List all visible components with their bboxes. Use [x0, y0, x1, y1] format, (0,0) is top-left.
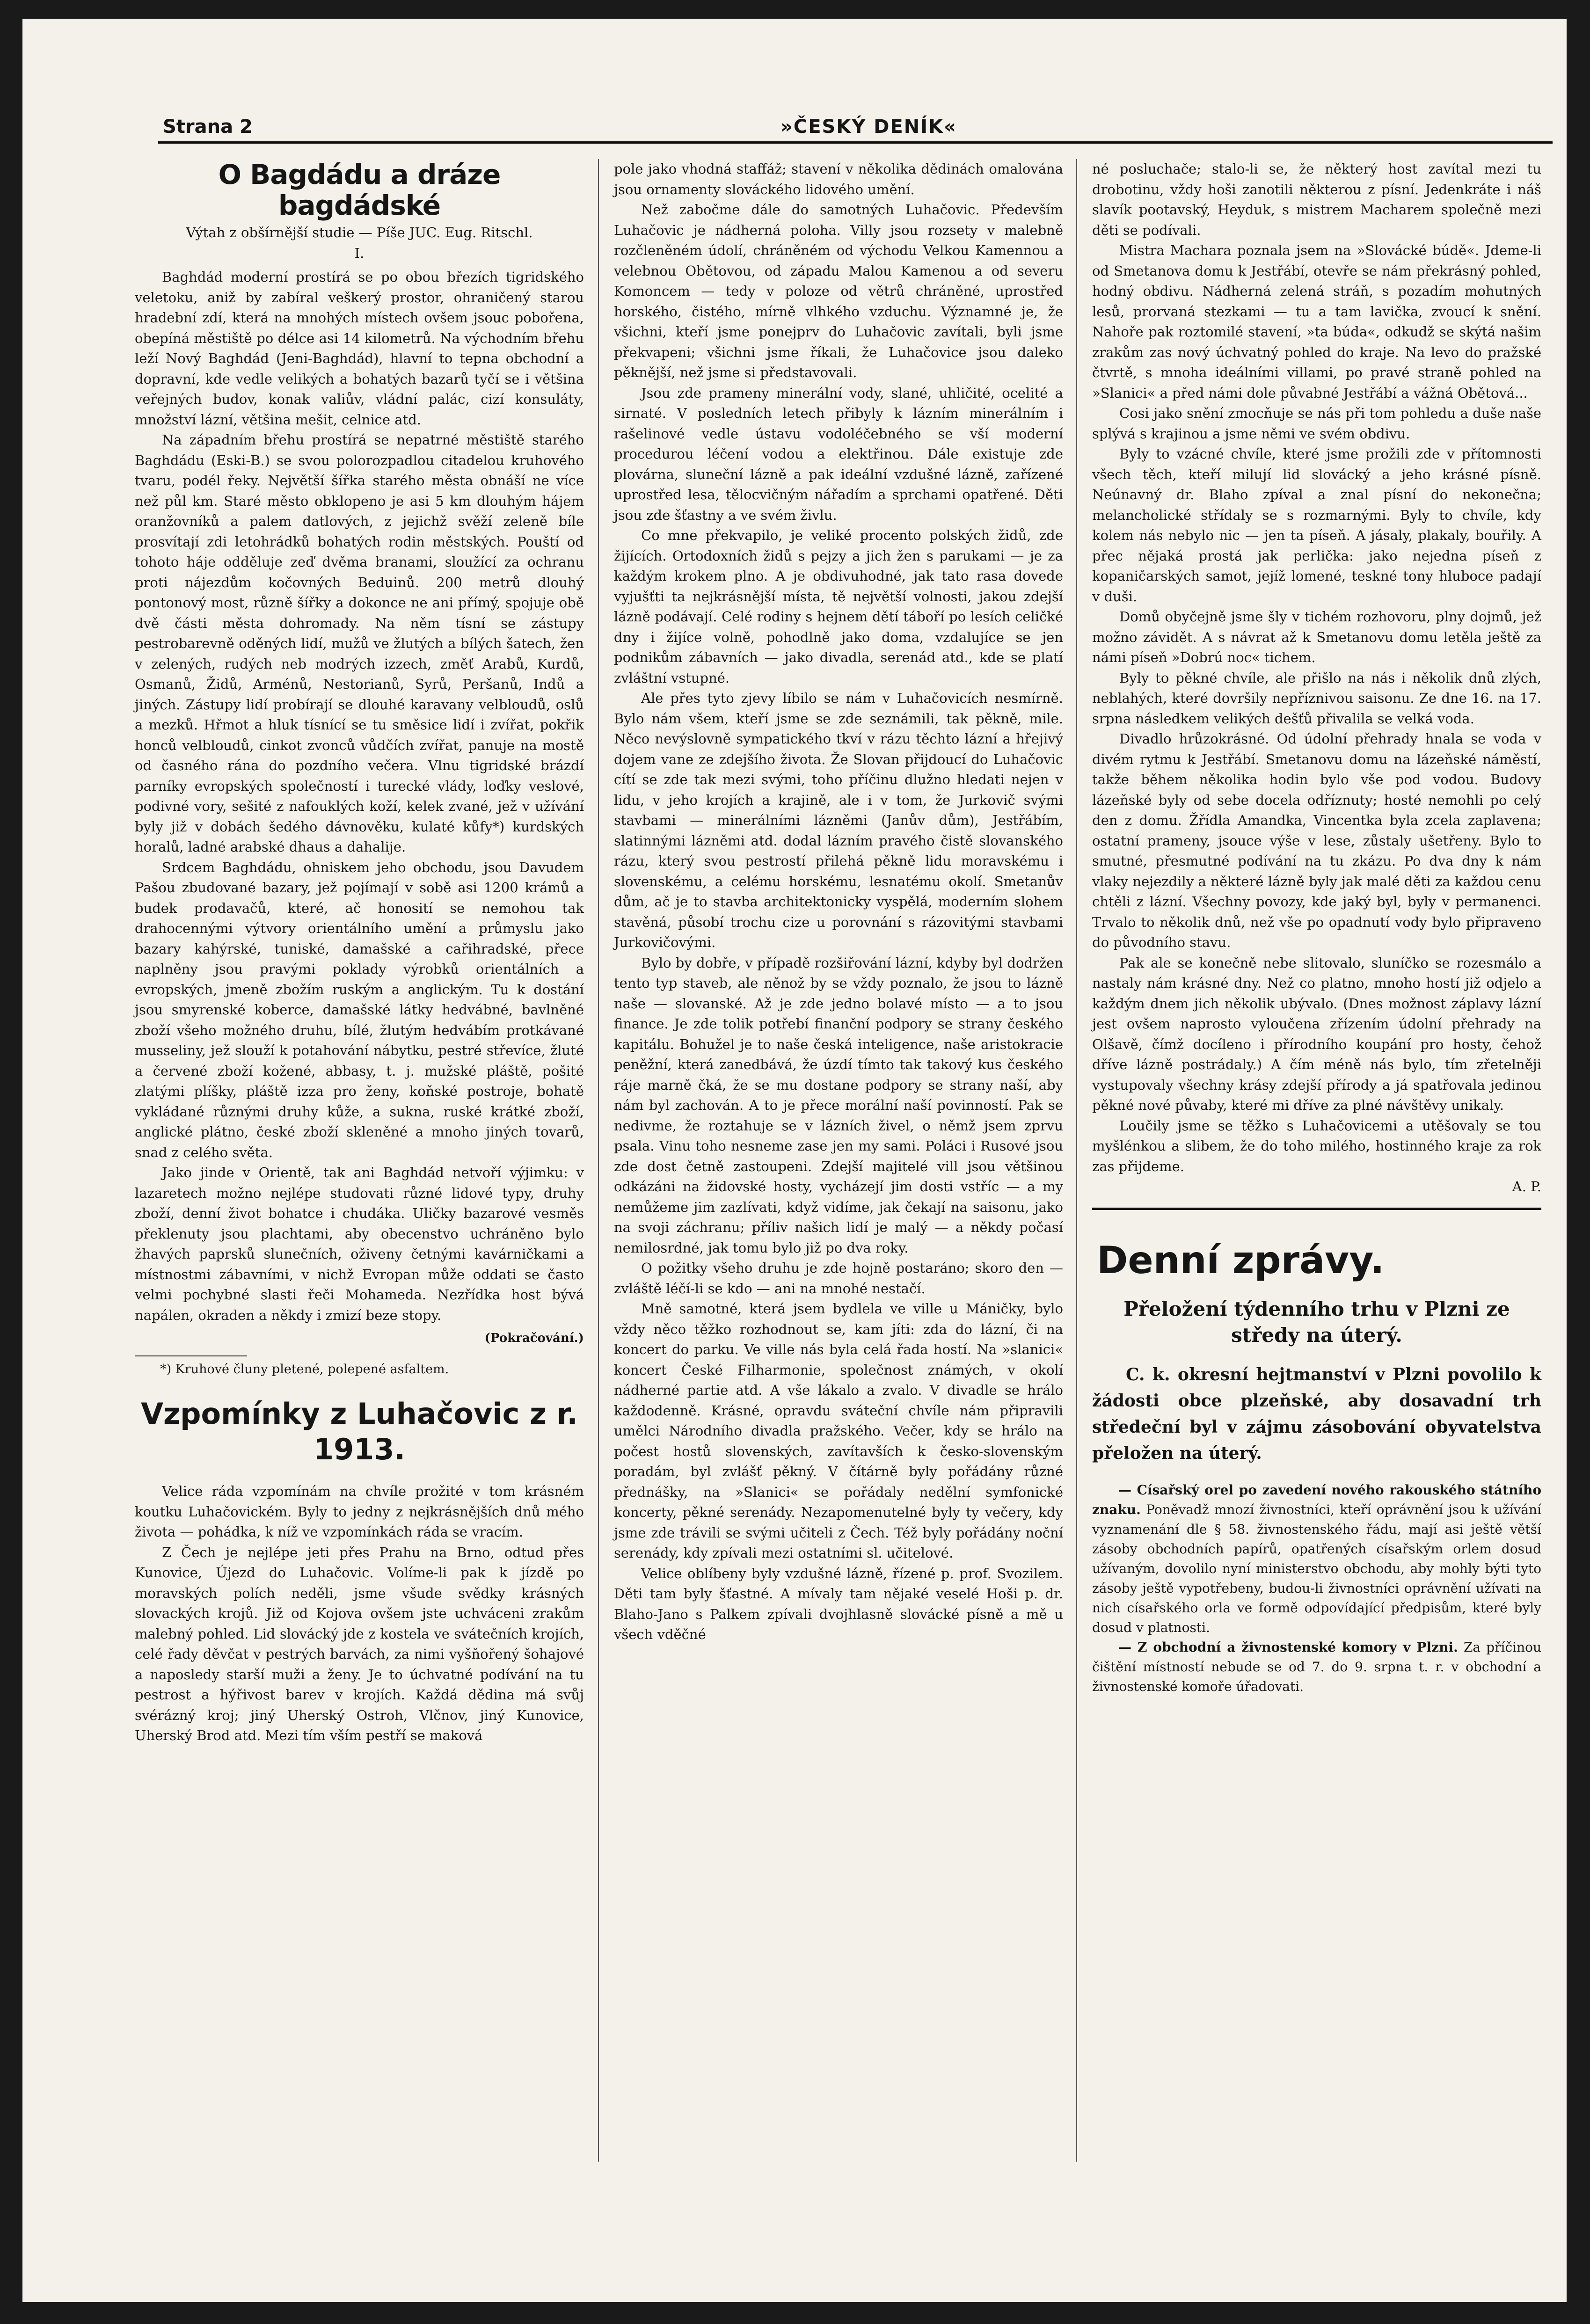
article-paragraph: né posluchače; stalo-li se, že některý host zavítal mezi tu drobotinu, vždy hoši zanotili některou z písní. Jedenkráte i náš slavík pootavský, Heyduk, s mistrem Macharem společně mezi děti se podívali. [1092, 161, 1541, 238]
article-paragraph: Divadlo hrůzokrásné. Od údolní přehrady hnala se voda v divém rytmu k Jestřábí. Smetanovu domu na lázeňské náměstí, takže během několika hodin bylo vše pod vodou. Budovy lázeňské byly od sebe docela odříznuty; hosté nemohli po celý den z domu. Žřídla Amandka, Vincentka byla zcela zaplavena; ostatní prameny, jsouce výše v lese, zůstaly ušetřeny. Bylo to smutné, přesmutné podívání na tu zkázu. Po dva dny k nám vlaky nejezdily a některé lázně byly jak malé děti za každou cenu chtěli z lázní. Všechny povozy, kde jaký byl, byly v permanenci. Trvalo to několik dnů, než vše po opadnutí vody bylo připraveno do původního stavu. [1092, 731, 1541, 950]
article-paragraph: Na západním břehu prostírá se nepatrné městiště starého Baghdádu (Eski-B.) se svou polorozpadlou citadelou kruhového tvaru, podél řeky. Největší šířka starého města obnáší ne více než půl km. Staré město obklopeno je asi 5 km dlouhým hájem oranžovníků a palem datlových, z jejichž svěží zeleně bíle prosvítají zdi letohrádků bohatých rodin městských. Pouští od tohoto háje odděluje zeď dvěma branami, sloužící za ochranu proti nájezdům kočovných Beduinů. 200 metrů dlouhý pontonový most, různě šířky a dokonce ne ani přímý, spojuje obě dvě části města dohromady. Na něm tísní se zástupy pestrobarevně oděných lidí, mužů ve žlutých a bílých šatech, žen v zelených, rudých neb modrých izzech, změť Arabů, Kurdů, Osmanů, Židů, Arménů, Nestorianů, Syrů, Peršanů, Indů a jiných. Zástupy lidí probírají se dlouhé karavany velbloudů, oslů a mezků. Hřmot a hluk tísnící se tu směsice lidí i zvířat, pokřik honců velbloudů, cinkot zvonců vůdčích zvířat, panuje na mostě od časného rána do pozdního večera. Vlnu tigridské brázdí parníky evropských společností i turecké vlády, loďky veslové, podivné vory, sešité z nafouklých koží, kelek zvané, jež v užívání byly již v dobách šedého dávnověku, kulaté kůfy*) kurdských horalů, ladné arabské dhaus a dahalije. [135, 432, 584, 855]
article-title: Vzpomínky z Luhačovic z r. 1913. [141, 1397, 578, 1466]
article-paragraph: Co mne překvapilo, je veliké procento polských židů, zde žijících. Ortodoxních židů s pejzy a jich žen s parukami — je za každým krokem plno. A je obdivuhodné, jak tato rasa dovede vyjušťti ta nejkrásnější místa, tě největší volnosti, jakou zdejší lázně podávají. Celé rodiny s hejnem dětí táboří po lesích celičké dny i žijíce volně, pohodlně jako doma, vzdalujíce se jen podnikům zábavních — jako divadla, serenád atd., kde se platí zvláštní vstupné. [614, 527, 1063, 686]
column-3 [1092, 159, 1541, 1697]
news-item-text: Poněvadž mnozí živnostníci, kteří oprávnění jsou k užívání vyznamenání dle § 58. živnostenského řádu, mají asi ještě větší zásoby obchodních papírů, opatřených císařským orlem dosud užívaným, dovolilo nyní ministerstvo obchodu, aby mohly býti tyto zásoby ještě vypotřebeny, budou-li živnostníci oprávnění užívati na nich císařského orla ve formě odpovídající předpisům, které byly dosud v platnosti. [1092, 1501, 1541, 1635]
article-paragraph: Loučily jsme se těžko s Luhačovicemi a utěšovaly se tou myšlénkou a slibem, že do toho milého, hostinného kraje za rok zas přijdeme. [1092, 1117, 1541, 1174]
article-paragraph: Cosi jako snění zmocňuje se nás při tom pohledu a duše naše splývá s krajinou a jsme němi ve svém obdivu. [1092, 405, 1541, 442]
article-paragraph: Mně samotné, která jsem bydlela ve ville u Máničky, bylo vždy něco těžko rozhodnout se, kam jíti: zda do lázní, či na koncert do parku. Ve ville nás byla celá řada hostí. Na »slanici« koncert České Filharmonie, společnost známých, v okolí nádherné partie atd. A vše lákalo a zvalo. V divadle se hrálo každodenně. Krásné, opravdu sváteční chvíle nám připravili umělci Národního divadla pražského. Večer, kdy se hrálo na počest hostů slovenských, zavítavších k česko-slovenským poradám, byl zvlášť pěkný. V čítárně byly pořádány různé přednášky, na »Slanici« se pořádaly nedělní symfonické koncerty, pěkné serenády. Nezapomenutelné byly ty večery, kdy jsme zde trávili se svými učiteli z Čech. Též byly pořádány noční serenády, kdy zpívali mezi ostatními sl. učitelové. [614, 1301, 1063, 1561]
article-paragraph: O požitky všeho druhu je zde hojně postaráno; skoro den — zvláště léčí-li se kdo — ani na mnohé nestačí. [614, 1260, 1063, 1297]
column-separator [598, 159, 599, 2162]
header-rule [158, 141, 1553, 144]
article-paragraph: Velice ráda vzpomínám na chvíle prožité v tom krásném koutku Luhačovickém. Byly to jedny z nejkrásnějších dnů mého života — pohádka, k níž ve vzpomínkách ráda se vracím. [135, 1483, 584, 1540]
article-title: O Bagdádu a dráze bagdádské [218, 159, 501, 221]
article-paragraph: Jsou zde prameny minerální vody, slané, uhličité, ocelité a sirnaté. V posledních letech přibyly k lázním minerálním i rašelinové vedle ústavu vodoléčebného se vší moderní procedurou léčení vodou a elektřinou. Dále existuje zde plovárna, sluneční lázně a pak ideální vzdušné lázně, zařízené uprostřed lesa, tělocvičným nářadím a sprchami opatřené. Děti jsou zde šťastny a ve svém živlu. [614, 385, 1063, 523]
news-item [1092, 1480, 1541, 1638]
article-paragraph: Byly to pěkné chvíle, ale přišlo na nás i několik dnů zlých, neblahých, které dovršily nepříznivou saisonu. Ze dne 16. na 17. srpna následkem velikých dešťů přivalila se velká voda. [1092, 670, 1541, 727]
article-paragraph: Ale přes tyto zjevy líbilo se nám v Luhačovicích nesmírně. Bylo nám všem, kteří jsme se zde seznámili, tak pěkně, mile. Něco nevýslovně sympatického tkví v rázu těchto lázní a hřejivý dojem vane ze zdejšího života. Že Slovan přijdoucí do Luhačovic cítí se zde tak mezi svými, toho příčinu dlužno hledati nejen v lidu, v jeho krojích a krajině, ale i v tom, že Jurkovič svými stavbami — minerálními lázněmi (Janův dům), Jestřábím, slatinnými lázněmi atd. dodal lázním pravého čistě slovanského rázu, který svou pestrostí přilehá pěkně lidu moravskému i slovenskému, a celému horskému, lesnatému okolí. Smetanův dům, ač je to stavba architektonicky vyspělá, moderním slohem stavěná, působí trochu cize u porovnání s rázovitými stavbami Jurkovičovými. [614, 690, 1063, 950]
article-part-number: I. [354, 245, 365, 261]
article-paragraph: Pak ale se konečně nebe slitovalo, sluníčko se rozesmálo a nastaly nám krásné dny. Než co platno, mnoho hostí již odjelo a každým dnem jich několik ubývalo. (Dnes možnost záplavy lázní jest ovšem naprosto vyloučena zřízením údolní přehrady na Olšavě, čímž docíleno i přírodního koupání pro hosty, čehož dříve lázně postrádaly.) A čím méně nás bylo, tím zřetelněji vystupovaly všechny krásy zdejší přírody a já spatřovala jedinou pěkné nové půvaby, které mi dříve za plné návštěvy unikaly. [1092, 954, 1541, 1113]
section-title: Denní zprávy. [1097, 1238, 1385, 1282]
article-paragraph: Z Čech je nejlépe jeti přes Prahu na Brno, odtud přes Kunovice, Újezd do Luhačovic. Volíme-li pak k jízdě po moravských polích neděli, jsme všude svědky krásných slovackých krojů. Již od Kojova ovšem jste uchváceni zrakům malebný pohled. Lid slovácký jde z kostela ve svátečních krojích, celé řady děvčat v pestrých barvách, za nimi vyšňořený šohajové a naposledy starší muži a ženy. Je to úchvatné podívání na tu pestrost a hýřivost barev v krojích. Každá dědina má svůj svérázný kroj; jiný Uherský Ostroh, Vlčnov, jiný Kunovice, Uherský Brod atd. Mezi tím vším pestří se maková [135, 1544, 584, 1743]
news-headline: Přeložení týdenního trhu v Plzni ze středy na úterý. [1123, 1297, 1510, 1347]
page-header [158, 112, 1553, 140]
section-rule [1092, 1208, 1541, 1210]
article-paragraph: Mistra Machara poznala jsem na »Slovácké búdě«. Jdeme-li od Smetanova domu k Jestřábí, otevře se nám překrásný pohled, hodný obdivu. Nádherná zelená stráň, s pozadím mohutných lesů, prorvaná stezkami — tu a tam lavička, zvoucí k snění. Nahoře pak roztomilé stavení, »ta búda«, odkudž se skýtá našim zrakům zas nový úchvatný pohled do kraje. Na levo do pražské čtvrtě, s mnoha ideálními villami, po pravé straně pohled na »Slanici« a před námi dole půvabné Jestřábí a vážná Obětová... [1092, 242, 1541, 401]
article-paragraph: Než zabočme dále do samotných Luhačovic. Především Luhačovic je nádherná poloha. Villy jsou rozsety v malebně rozčleněném údolí, chráněném od východu Velkou Kamennou a velebnou Obětovou, od západu Malou Kamenou a od severu Komoncem — tedy v poloze od větrů chráněné, uprostřed horského, čistého, mírně vlhkého vzduchu. Významné je, že všichni, kteří jsme ponejprv do Luhačovic zavítali, byli jsme překvapeni; všichni jsme říkali, že Luhačovice jsou daleko pěknější, než jsme si představovali. [614, 202, 1063, 380]
footnote: *) Kruhové čluny pletené, polepené asfaltem. [160, 1362, 449, 1377]
newspaper-page [22, 19, 1567, 2302]
author-signature: A. P. [1512, 1179, 1541, 1195]
newspaper-name: »ČESKÝ DENÍK« [780, 116, 957, 138]
page-number: Strana 2 [163, 116, 253, 138]
article-paragraph: Baghdád moderní prostírá se po obou březích tigridského veletoku, aniž by zabíral veškerý prostor, ohraničený starou hradební zdí, která na mnohých místech ovšem jsouc pobořena, obepíná městiště po délce asi 14 kilometrů. Na východním břehu leží Nový Baghdád (Jeni-Baghdád), hlavní to tepna obchodní a dopravní, kde vedle velikých a bohatých bazarů tyčí se i většina veřejných budov, konak valiův, vládní palác, cizí konsuláty, množství lázní, většina mešit, celnice atd. [135, 269, 584, 428]
news-item-headline: — Císařský orel po zavedení nového rakouského státního znaku. [1092, 1482, 1541, 1517]
column-separator [1076, 159, 1077, 2162]
column-1 [135, 159, 584, 1746]
article-paragraph: Bylo by dobře, v případě rozšiřování lázní, kdyby byl dodržen tento typ staveb, ale něnož by se vždy poznalo, že jsou to lázně naše — slovanské. Až je zde jedno bolavé místo — a to jsou finance. Je zde tolik potřebí finanční podpory se strany českého kapitálu. Bohužel je to naše česká inteligence, naše aristokracie peněžní, která zanedbává, že úzdí tímto tak takový kus českého ráje marně čká, že se mu dostane podpory se strany naší, aby nám byl zachován. A to je přece morální naší povinností. Pak se nedivme, že roztahuje se v lázních živel, o němž jsem zprvu psala. Vinu toho nesneme zase jen my sami. Poláci i Rusové jsou zde dost četně zastoupeni. Zdejší majitelé vill jsou většinou odkázáni na židovské hosty, vycházejí jim dosti vstříc — a my nemůžeme jim zazlívati, když vidíme, jak čekají na saisonu, jako na svoji záchranu; příliv našich lidí je malý — a někdy počasí nemilosrdné, jak tomu bylo již po dva roky. [614, 954, 1063, 1256]
article-paragraph: pole jako vhodná staffáž; stavení v několika dědinách omalována jsou ornamenty slováckého lidového umění. [614, 161, 1063, 197]
article-paragraph: Jako jinde v Orientě, tak ani Baghdád netvoří výjimku: v lazaretech možno nejlépe studovati různé lidové typy, druhy zboží, denní život bohatce i chudáka. Uličky bazarové vesměs překlenuty jsou plachtami, aby obecenstvo uchráněno bylo žhavých paprsků slunečních, oživeny četnými kavárničkami a místnostmi zábavními, v nichž Evropan může oddati se často velmi pochybné slasti řeči Mohameda. Nezřídka host bývá napálen, okraden a někdy i zmizí beze stopy. [135, 1165, 584, 1323]
article-subtitle [135, 223, 584, 263]
column-2 [614, 159, 1063, 1645]
news-item-text: Za příčinou čištění místností nebude se od 7. do 9. srpna t. r. v obchodní a živnostenské komoře úřadovati. [1092, 1639, 1542, 1694]
article-paragraph: Velice oblíbeny byly vzdušné lázně, řízené p. prof. Svozilem. Děti tam byly šťastné. A mívaly tam nějaké veselé Hoši p. dr. Blaho-Jano s Palkem zpívali dvojhlasně slovácké písně a mě u všech vděčné [614, 1565, 1063, 1642]
footnote-rule [135, 1355, 247, 1356]
news-item-headline: — Z obchodní a živnostenské komory v Plzni. [1118, 1639, 1458, 1655]
news-item [1092, 1638, 1541, 1697]
continued-note: (Pokračování.) [484, 1331, 584, 1345]
news-lead: C. k. okresní hejtmanství v Plzni povolilo k žádosti obce plzeňské, aby dosavadní trh středeční byl v zájmu zásobování obyvatelstva přeložen na úterý. [1092, 1364, 1541, 1463]
article-paragraph: Byly to vzácné chvíle, které jsme prožili zde v přítomnosti všech těch, kteří milují lid slovácký a jeho krásné písně. Neúnavný dr. Blaho zpíval a znal písní do nekonečna; melancholické střídaly se s rozmarnými. Byly to chvíle, kdy kolem nás nebylo nic — jen ta píseň. A jásaly, plakaly, bouřily. A přec nějaká prostá jak perlička: jako nejedna píseň z kopaničarských samot, jejíž lomené, teskné tony hluboce padají v duši. [1092, 446, 1541, 605]
article-subtitle-text: Výtah z obšírnější studie — Píše JUC. Eug. Ritschl. [186, 225, 533, 240]
article-paragraph: Domů obyčejně jsme šly v tichém rozhovoru, plny dojmů, jež možno závidět. A s návrat až k Smetanovu domu letěla ještě za námi píseň »Dobrú noc« tichem. [1092, 609, 1541, 665]
article-paragraph: Srdcem Baghdádu, ohniskem jeho obchodu, jsou Davudem Pašou zbudované bazary, jež pojímají v sobě asi 1200 krámů a budek prodavačů, které, ač honosití se nemohou tak drahocennými výtvory orientálního umění a průmyslu jako bazary kahýrské, tuniské, damašské a cařihradské, přece naplněny jsou pravými poklady výrobků orientálních a evropských, jmeně zbožím ruským a anglickým. Tu k dostání jsou smyrenské koberce, damašské látky hedvábné, bavlněné zboží všeho možného druhu, bílé, žlutým hedvábím protkávané musseliny, jež slouží k potahování nábytku, pestré střevíce, žluté a červené zboží kožené, abbasy, t. j. mužské pláště, pošité zlatými plíšky, pláště izza pro ženy, koňské postroje, bohatě vykládané různými druhy kůže, a sukna, ruské krátké zboží, anglické plátno, české zboží skleněné a mnoho jiných tovarů, snad z celého světa. [135, 859, 584, 1160]
